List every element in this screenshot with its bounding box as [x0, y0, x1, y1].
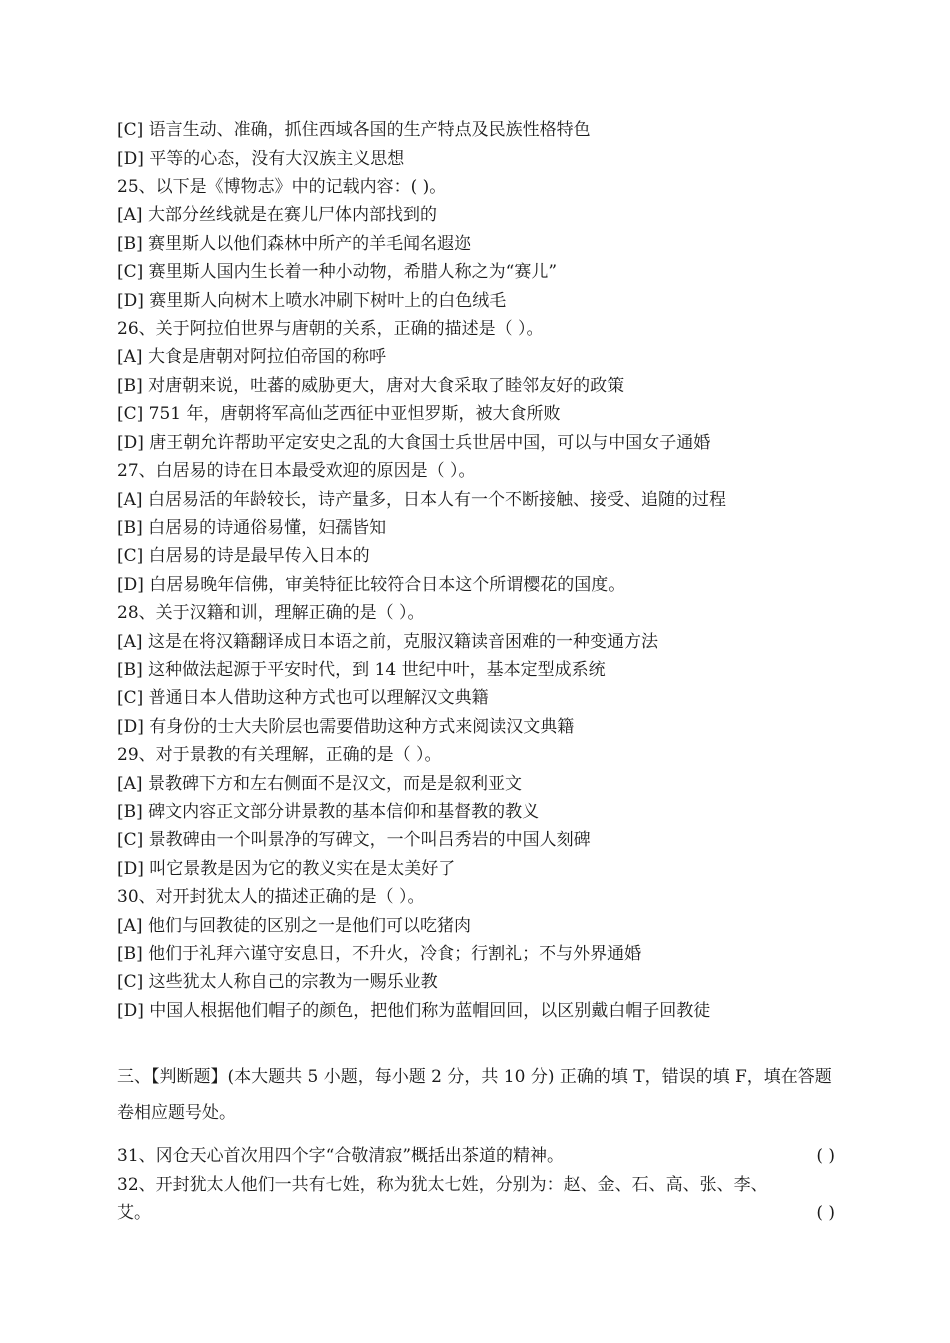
q28-option-b: [B] 这种做法起源于平安时代，到 14 世纪中叶，基本定型成系统 [117, 660, 606, 680]
q29-option-c: [C] 景教碑由一个叫景净的写碑文，一个叫吕秀岩的中国人刻碑 [117, 830, 591, 850]
q25-option-d: [D] 赛里斯人向树木上喷水冲刷下树叶上的白色绒毛 [117, 291, 507, 311]
q29-stem: 29、对于景教的有关理解，正确的是（ ）。 [117, 745, 442, 765]
q26-option-b: [B] 对唐朝来说，吐蕃的威胁更大，唐对大食采取了睦邻友好的政策 [117, 376, 625, 396]
section-3-heading: 三、【判断题】(本大题共 5 小题，每小题 2 分，共 10 分) 正确的填 T，错误的填 F，填在答题卷相应题号处。 [117, 1067, 832, 1123]
q25-option-a: [A] 大部分丝线就是在赛儿尸体内部找到的 [117, 205, 437, 225]
q32-row-cont [117, 1202, 835, 1224]
q30-option-b: [B] 他们于礼拜六谨守安息日，不升火，冷食；行割礼；不与外界通婚 [117, 944, 642, 964]
q27-option-c: [C] 白居易的诗是最早传入日本的 [117, 546, 370, 566]
q30-option-c: [C] 这些犹太人称自己的宗教为一赐乐业教 [117, 972, 438, 992]
q26-stem: 26、关于阿拉伯世界与唐朝的关系，正确的描述是（ ）。 [117, 319, 544, 339]
q30-option-a: [A] 他们与回教徒的区别之一是他们可以吃猪肉 [117, 916, 471, 936]
q24-option-d: [D] 平等的心态，没有大汉族主义思想 [117, 149, 405, 169]
q31-row [117, 1145, 835, 1167]
q31-text: 31、冈仓天心首次用四个字“合敬清寂”概括出茶道的精神。 [117, 1146, 565, 1166]
q30-option-d: [D] 中国人根据他们帽子的颜色，把他们称为蓝帽回回，以区别戴白帽子回教徒 [117, 1001, 711, 1021]
q27-option-d: [D] 白居易晚年信佛，审美特征比较符合日本这个所谓樱花的国度。 [117, 575, 626, 595]
q29-option-d: [D] 叫它景教是因为它的教义实在是太美好了 [117, 859, 456, 879]
q26-option-c: [C] 751 年，唐朝将军高仙芝西征中亚怛罗斯，被大食所败 [117, 404, 561, 424]
q28-option-d: [D] 有身份的士大夫阶层也需要借助这种方式来阅读汉文典籍 [117, 717, 575, 737]
q25-option-c: [C] 赛里斯人国内生长着一种小动物，希腊人称之为“赛儿” [117, 262, 558, 282]
q26-option-a: [A] 大食是唐朝对阿拉伯帝国的称呼 [117, 347, 386, 367]
q28-option-c: [C] 普通日本人借助这种方式也可以理解汉文典籍 [117, 688, 489, 708]
q25-stem: 25、以下是《博物志》中的记载内容：( )。 [117, 177, 447, 197]
q32-answer-blank: ( ) [816, 1203, 835, 1223]
q25-option-b: [B] 赛里斯人以他们森林中所产的羊毛闻名遐迩 [117, 234, 472, 254]
q28-stem: 28、关于汉籍和训，理解正确的是（ ）。 [117, 603, 425, 623]
q32-cont: 艾。 [117, 1203, 151, 1223]
q27-option-a: [A] 白居易活的年龄较长，诗产量多，日本人有一个不断接触、接受、追随的过程 [117, 490, 726, 510]
q28-option-a: [A] 这是在将汉籍翻译成日本语之前，克服汉籍读音困难的一种变通方法 [117, 632, 658, 652]
q24-option-c: [C] 语言生动、准确，抓住西域各国的生产特点及民族性格特色 [117, 120, 591, 140]
q29-option-b: [B] 碑文内容正文部分讲景教的基本信仰和基督教的教义 [117, 802, 540, 822]
q27-option-b: [B] 白居易的诗通俗易懂，妇孺皆知 [117, 518, 387, 538]
q32-text: 32、开封犹太人他们一共有七姓，称为犹太七姓，分别为：赵、金、石、高、张、李、 [117, 1175, 768, 1195]
q29-option-a: [A] 景教碑下方和左右侧面不是汉文，而是是叙利亚文 [117, 774, 522, 794]
q30-stem: 30、对开封犹太人的描述正确的是（ ）。 [117, 887, 425, 907]
q27-stem: 27、白居易的诗在日本最受欢迎的原因是（ ）。 [117, 461, 476, 481]
q31-answer-blank: ( ) [816, 1146, 835, 1166]
q26-option-d: [D] 唐王朝允许帮助平定安史之乱的大食国士兵世居中国，可以与中国女子通婚 [117, 433, 711, 453]
